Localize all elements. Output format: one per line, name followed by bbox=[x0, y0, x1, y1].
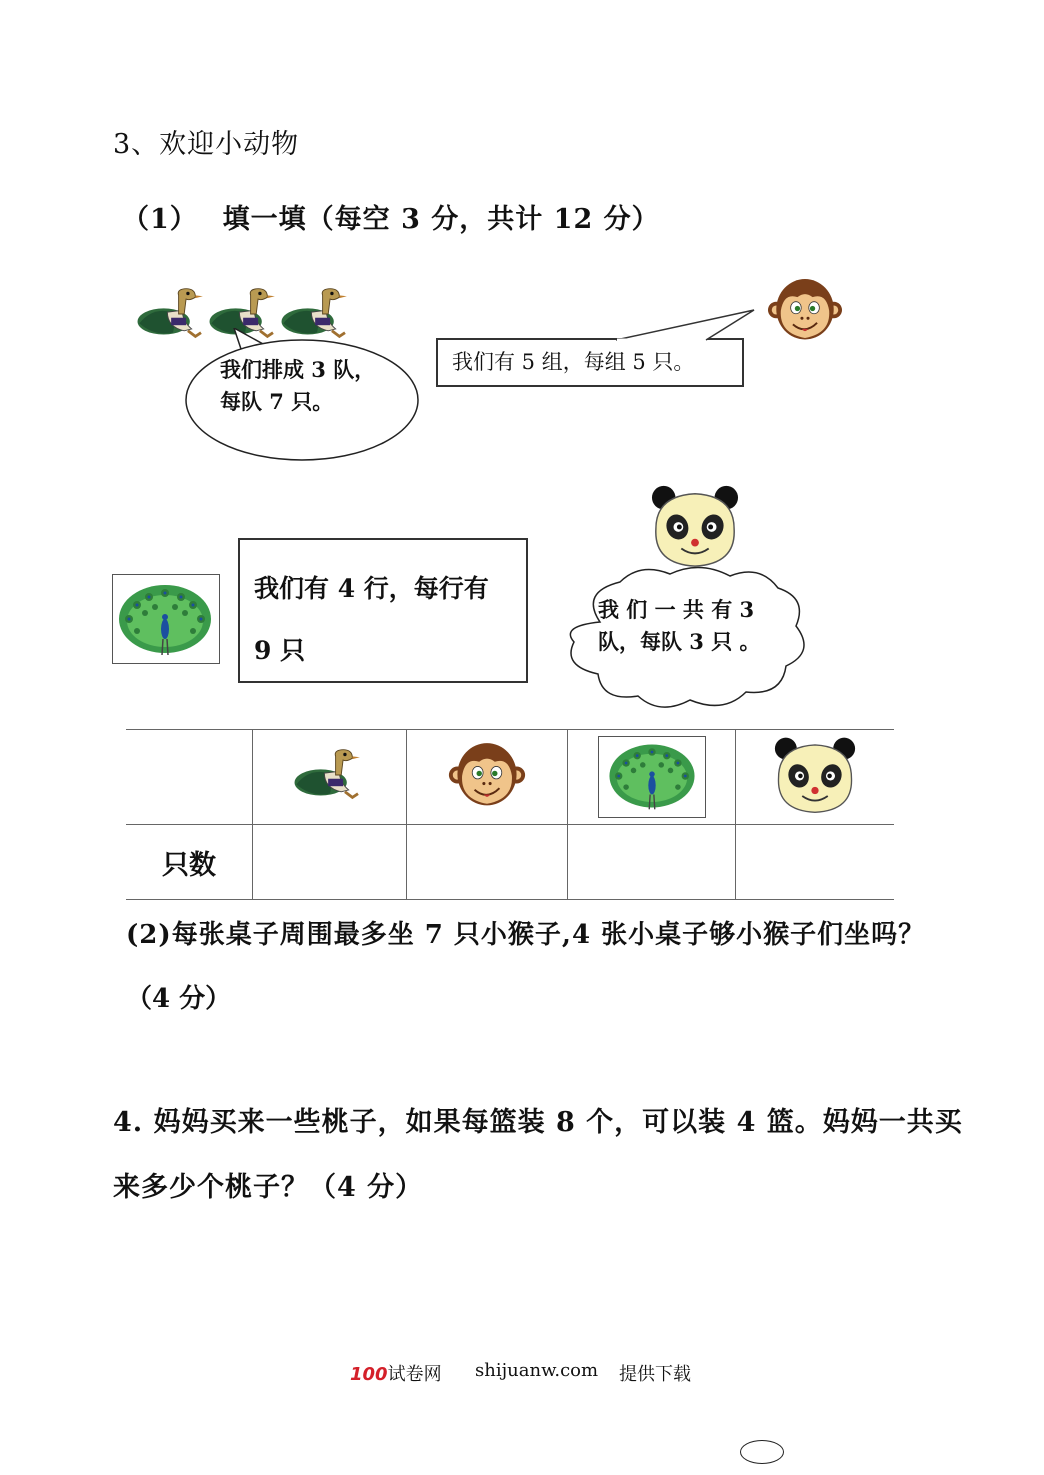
row-label-count: 只数 bbox=[126, 825, 253, 900]
answer-cell-panda[interactable] bbox=[736, 825, 895, 900]
table-row bbox=[126, 825, 894, 900]
peacock-bubble-text bbox=[254, 558, 489, 682]
duck-bubble-line-2: 每队 7 只。 bbox=[220, 389, 334, 414]
table-corner-cell bbox=[126, 730, 253, 825]
page-number-oval bbox=[740, 1440, 784, 1464]
question-2-line-2: （4 分） bbox=[126, 984, 232, 1014]
logo-number: 100 bbox=[350, 1364, 388, 1385]
footer-logo[interactable] bbox=[350, 1360, 442, 1386]
question-2-line-1: (2)每张桌子周围最多坐 7 只小猴子,4 张小桌子够小猴子们坐吗？ bbox=[126, 920, 926, 950]
duck-icon bbox=[292, 747, 368, 803]
peacock-icon bbox=[113, 575, 217, 661]
logo-text: 试卷网 bbox=[387, 1364, 442, 1385]
table-header-duck bbox=[253, 730, 407, 825]
monkey-bubble-text: 我们有 5 组，每组 5 只。 bbox=[452, 350, 695, 374]
peacock-picture bbox=[112, 574, 220, 664]
panda-face-icon bbox=[640, 482, 750, 570]
question-4-line-1: 4. 妈妈买来一些桃子，如果每篮装 8 个，可以装 4 篮。妈妈一共买 bbox=[113, 1107, 963, 1138]
peacock-bubble-line-1: 我们有 4 行，每行有 bbox=[254, 574, 489, 603]
footer-note: 提供下载 bbox=[619, 1364, 691, 1385]
panda-bubble-text bbox=[598, 594, 761, 658]
answer-cell-duck[interactable] bbox=[253, 825, 407, 900]
question-4-line-2: 来多少个桃子？（4 分） bbox=[113, 1172, 424, 1203]
sub-title: （1） 填一填（每空 3 分，共计 12 分） bbox=[122, 204, 660, 235]
peacock-bubble-line-2: 9 只 bbox=[254, 636, 306, 665]
answer-cell-peacock[interactable] bbox=[568, 825, 736, 900]
answer-table bbox=[126, 729, 894, 900]
footer-site[interactable]: shijuanw.com bbox=[475, 1360, 599, 1381]
monkey-face-icon bbox=[758, 276, 852, 344]
answer-cell-monkey[interactable] bbox=[407, 825, 568, 900]
duck-bubble-line-1: 我们排成 3 队， bbox=[220, 357, 376, 382]
table-header-peacock bbox=[568, 730, 736, 825]
panda-bubble-line-1: 我 们 一 共 有 3 bbox=[598, 597, 755, 622]
table-header-row bbox=[126, 730, 894, 825]
panda-bubble-line-2: 队，每队 3 只 。 bbox=[598, 629, 761, 654]
peacock-icon bbox=[600, 737, 704, 815]
table-header-panda bbox=[736, 730, 895, 825]
section-title: 3、欢迎小动物 bbox=[113, 129, 300, 160]
monkey-face-icon bbox=[441, 740, 533, 810]
peacock-picture bbox=[598, 736, 706, 818]
duck-bubble-text bbox=[220, 354, 375, 418]
table-header-monkey bbox=[407, 730, 568, 825]
panda-face-icon bbox=[761, 734, 869, 816]
